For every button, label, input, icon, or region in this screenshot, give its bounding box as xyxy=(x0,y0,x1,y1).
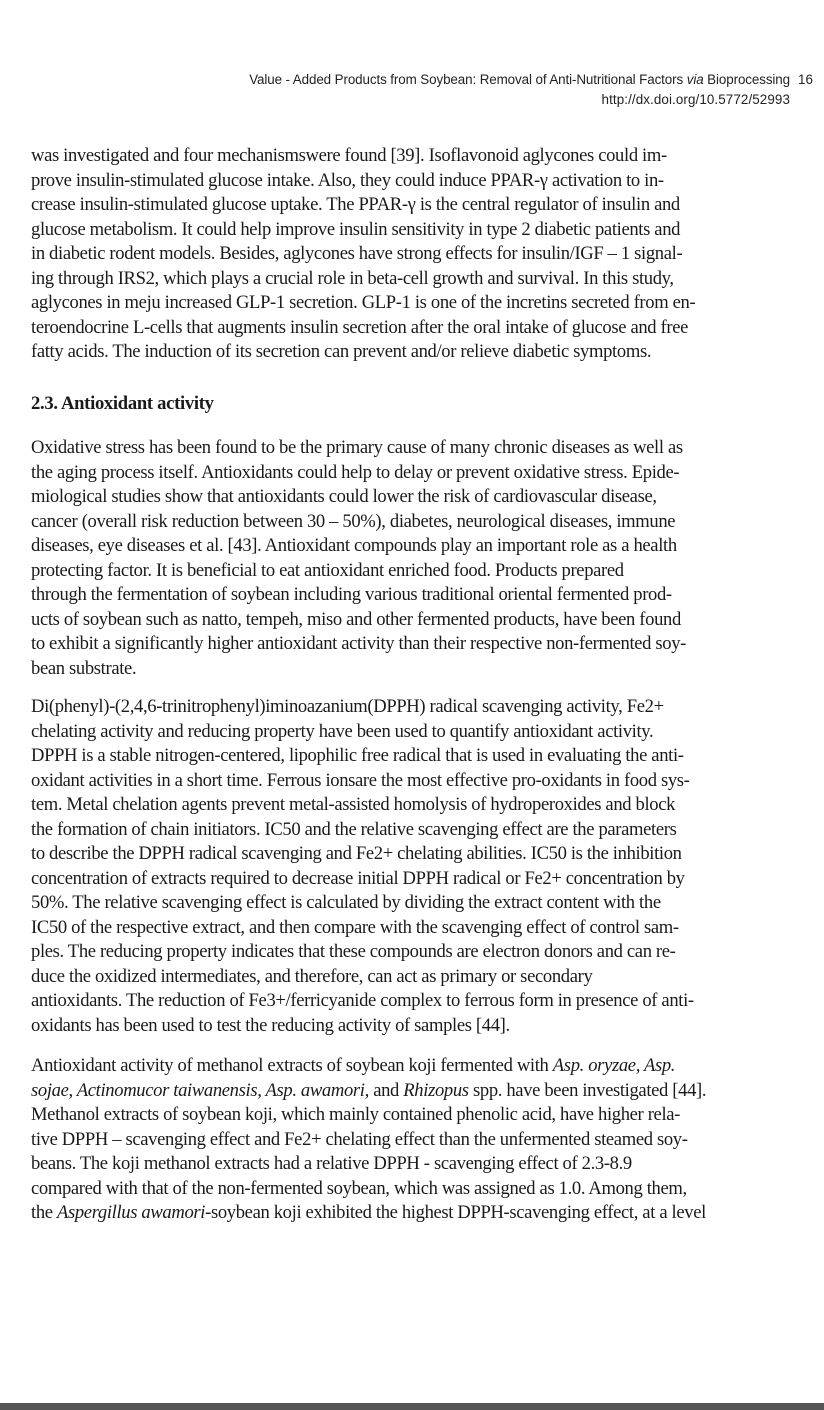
text-line: the aging process itself. Antioxidants could help to delay or prevent oxidative stress. Epide- xyxy=(31,461,680,483)
text-line: in diabetic rodent models. Besides, aglycones have strong effects for insulin/IGF – 1 signal- xyxy=(31,243,683,264)
text-line: tem. Metal chelation agents prevent metal-assisted homolysis of hydroperoxides and block xyxy=(31,794,676,815)
doi-link[interactable]: http://dx.doi.org/10.5772/52993 xyxy=(601,92,790,107)
text-line: fatty acids. The induction of its secretion can prevent and/or relieve diabetic symptoms. xyxy=(31,341,652,362)
paragraph-diabetes xyxy=(31,144,791,365)
text-line: oxidants has been used to test the reducing activity of samples [44]. xyxy=(31,1014,510,1036)
text-line: protecting factor. It is beneficial to eat antioxidant enriched food. Products prepared xyxy=(31,559,624,581)
text-line: Di(phenyl)-(2,4,6-trinitrophenyl)iminoazanium(DPPH) radical scavenging activity, Fe2+ xyxy=(31,696,664,717)
text-line: cancer (overall risk reduction between 30 – 50%), diabetes, neurological diseases, immune xyxy=(31,510,676,532)
text-line: compared with that of the non-fermented soybean, which was assigned as 1.0. Among them, xyxy=(31,1177,687,1199)
text-line: 50%. The relative scavenging effect is calculated by dividing the extract content with the xyxy=(31,892,661,913)
text-line: teroendocrine L-cells that augments insulin secretion after the oral intake of glucose and free xyxy=(31,316,689,338)
text-line: concentration of extracts required to decrease initial DPPH radical or Fe2+ concentration by xyxy=(31,867,685,889)
text-line: ples. The reducing property indicates that these compounds are electron donors and can re- xyxy=(31,941,676,962)
text-line: antioxidants. The reduction of Fe3+/ferricyanide complex to ferrous form in presence of anti- xyxy=(31,990,694,1011)
text-line: ing through IRS2, which plays a crucial role in beta-cell growth and survival. In this study, xyxy=(31,267,674,289)
text-line: to describe the DPPH radical scavenging and Fe2+ chelating abilities. IC50 is the inhibition xyxy=(31,843,682,864)
text-line: IC50 of the respective extract, and then compare with the scavenging effect of control sam- xyxy=(31,916,679,938)
text-line: chelating activity and reducing property have been used to quantify antioxidant activity. xyxy=(31,720,654,742)
text-line: beans. The koji methanol extracts had a relative DPPH - scavenging effect of 2.3-8.9 xyxy=(31,1153,632,1174)
species-name: sojae, Actinomucor taiwanensis, Asp. awamori, xyxy=(31,1079,369,1101)
paragraph-dpph-methods xyxy=(31,695,791,1038)
running-header xyxy=(0,72,824,112)
text-line: glucose metabolism. It could help improve insulin sensitivity in type 2 diabetic patients and xyxy=(31,218,681,240)
running-title-text: Value - Added Products from Soybean: Removal of Anti-Nutritional Factors xyxy=(249,72,687,87)
text-line: DPPH is a stable nitrogen-centered, lipophilic free radical that is used in evaluating the anti- xyxy=(31,745,684,766)
running-title-suffix: Bioprocessing xyxy=(703,72,790,87)
text-line: miological studies show that antioxidants could lower the risk of cardiovascular disease, xyxy=(31,486,657,507)
page-number: 16 xyxy=(798,72,813,87)
text-line: tive DPPH – scavenging effect and Fe2+ chelating effect than the unfermented steamed soy- xyxy=(31,1128,688,1150)
text-line: Oxidative stress has been found to be the primary cause of many chronic diseases as well as xyxy=(31,437,683,458)
text-run: and xyxy=(368,1079,404,1101)
text-line: oxidant activities in a short time. Ferrous ionsare the most effective pro-oxidants in food sys- xyxy=(31,769,690,791)
text-line: aglycones in meju increased GLP-1 secretion. GLP-1 is one of the incretins secreted from en- xyxy=(31,292,696,313)
text-line: the formation of chain initiators. IC50 and the relative scavenging effect are the parameters xyxy=(31,818,677,840)
text-line: through the fermentation of soybean including various traditional oriental fermented prod- xyxy=(31,584,672,605)
paragraph-koji-extracts xyxy=(31,1054,791,1226)
viewer-bottom-bar xyxy=(0,1403,824,1410)
text-line: duce the oxidized intermediates, and therefore, can act as primary or secondary xyxy=(31,965,593,987)
species-name: Aspergillus awamori xyxy=(56,1202,206,1223)
text-line: Methanol extracts of soybean koji, which mainly contained phenolic acid, have higher rela- xyxy=(31,1104,681,1125)
species-name: Rhizopus xyxy=(403,1079,469,1101)
text-line xyxy=(31,1079,791,1104)
text-line: prove insulin-stimulated glucose intake. Also, they could induce PPAR-γ activation to in- xyxy=(31,169,664,191)
section-heading: 2.3. Antioxidant activity xyxy=(31,393,214,414)
text-line: diseases, eye diseases et al. [43]. Antioxidant compounds play an important role as a health xyxy=(31,535,677,556)
text-run: Antioxidant activity of methanol extracts of soybean koji fermented with xyxy=(31,1055,553,1076)
text-run: -soybean koji exhibited the highest DPPH-scavenging effect, at a level xyxy=(205,1202,706,1223)
running-title xyxy=(249,72,790,87)
text-line: was investigated and four mechanismswere found [39]. Isoflavonoid aglycones could im- xyxy=(31,145,667,166)
species-name: Asp. oryzae, Asp. xyxy=(552,1055,676,1076)
text-line xyxy=(31,1054,791,1079)
text-line xyxy=(31,1201,791,1226)
text-run: spp. have been investigated [44]. xyxy=(468,1079,707,1101)
running-title-italic: via xyxy=(686,72,704,87)
text-run: the xyxy=(31,1202,57,1223)
text-line: to exhibit a significantly higher antioxidant activity than their respective non-fermented soy- xyxy=(31,633,687,654)
text-line: ucts of soybean such as natto, tempeh, miso and other fermented products, have been found xyxy=(31,608,681,630)
text-line: bean substrate. xyxy=(31,657,137,679)
text-line: crease insulin-stimulated glucose uptake. The PPAR-γ is the central regulator of insulin and xyxy=(31,194,680,215)
paragraph-oxidative-stress xyxy=(31,436,791,681)
